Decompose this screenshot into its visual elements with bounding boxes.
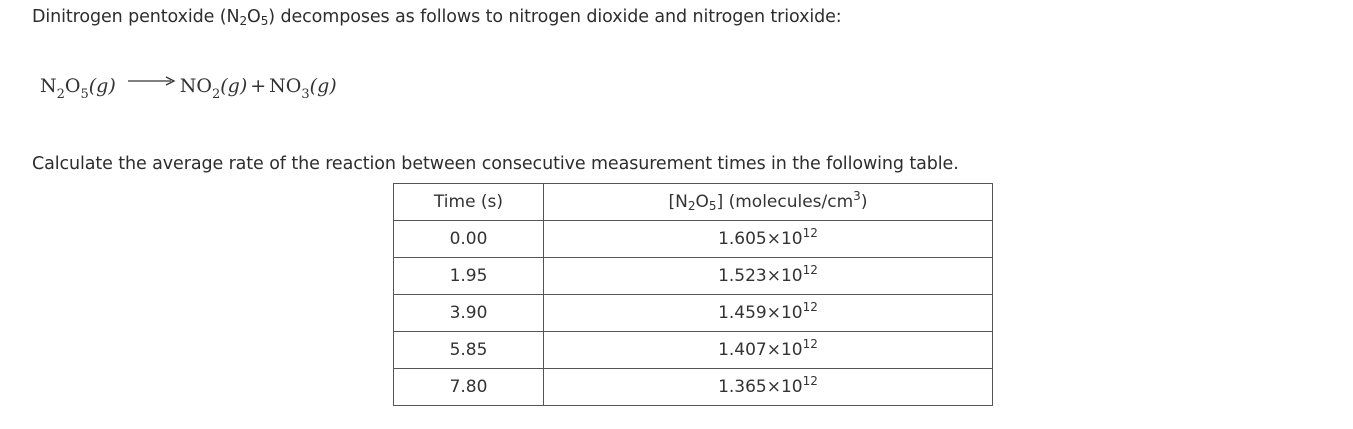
time-cell: 1.95 xyxy=(394,258,544,295)
table-row xyxy=(394,295,993,332)
header-time: Time (s) xyxy=(394,184,544,221)
table-row xyxy=(394,332,993,369)
concentration-table xyxy=(393,183,993,406)
product-no2: $NO_2(g)$ xyxy=(179,75,248,102)
intro-text: Dinitrogen pentoxide $(N_2O_5)$ decomposes as follows to nitrogen dioxide and nitrogen trioxide: xyxy=(32,7,842,28)
concentration-cell: $1.407\times 10^{12}$ xyxy=(544,332,993,369)
table-row xyxy=(394,221,993,258)
product-no3: $NO_3(g)$ xyxy=(269,75,337,102)
concentration-cell: $1.523\times 10^{12}$ xyxy=(544,258,993,295)
question-prompt: Calculate the average rate of the reaction between consecutive measurement times in the following table. xyxy=(32,154,959,174)
concentration-cell: $1.605\times 10^{12}$ xyxy=(544,221,993,258)
table-row xyxy=(394,369,993,406)
time-cell: 0.00 xyxy=(394,221,544,258)
reactant-n2o5: $N_2O_5(g)$ xyxy=(40,75,116,102)
header-concentration: $[N_2O_5]$ $(molecules/cm^3)$ xyxy=(544,184,993,221)
table-row xyxy=(394,258,993,295)
time-cell: 5.85 xyxy=(394,332,544,369)
concentration-cell: $1.365\times 10^{12}$ xyxy=(544,369,993,406)
plus-sign: + xyxy=(250,75,267,97)
concentration-cell: $1.459\times 10^{12}$ xyxy=(544,295,993,332)
time-cell: 3.90 xyxy=(394,295,544,332)
reaction-arrow-icon xyxy=(126,76,176,86)
chemical-equation xyxy=(40,75,337,102)
time-cell: 7.80 xyxy=(394,369,544,406)
table-header-row xyxy=(394,184,993,221)
